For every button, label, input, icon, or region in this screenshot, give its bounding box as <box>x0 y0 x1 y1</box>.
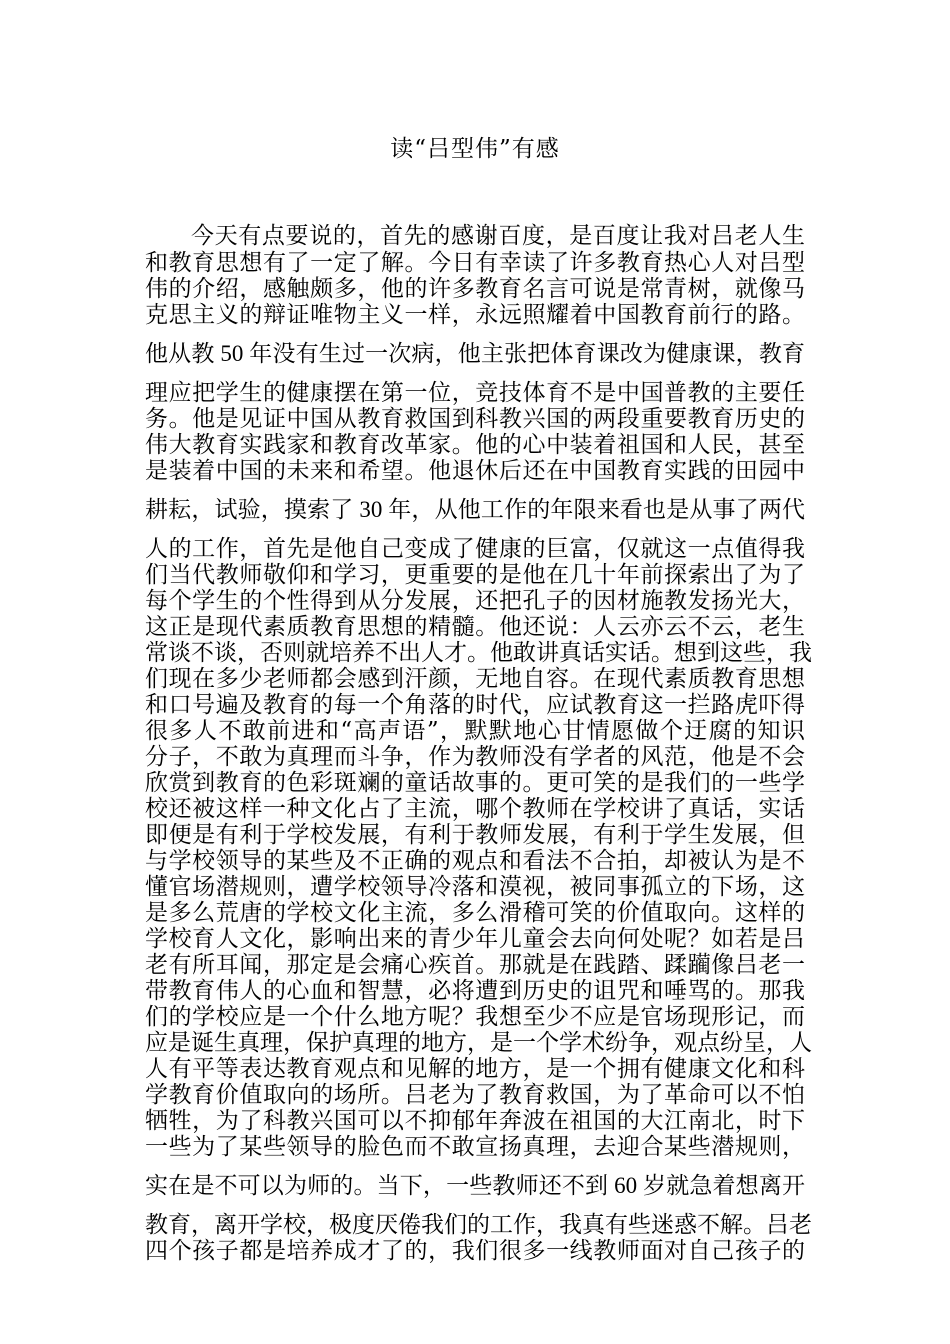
text-line: 是装着中国的未来和希望。他退休后还在中国教育实践的田园中 <box>145 458 805 484</box>
text-line: 应是诞生真理，保护真理的地方，是一个学术纷争，观点纷呈，人 <box>145 1030 812 1056</box>
text-line: 四个孩子都是培养成才了的，我们很多一线教师面对自己孩子的 <box>145 1238 805 1264</box>
text-line: 和教育思想有了一定了解。今日有幸读了许多教育热心人对吕型 <box>145 250 805 276</box>
text-line: 牺牲，为了科教兴国可以不抑郁年奔波在祖国的大江南北，时下 <box>145 1108 805 1134</box>
text-line: 耕耘，试验，摸索了 30 年，从他工作的年限来看也是从事了两代 <box>145 497 805 522</box>
text-line: 理应把学生的健康摆在第一位，竞技体育不是中国普教的主要任 <box>145 380 805 406</box>
document-title: 读“吕型伟”有感 <box>390 136 560 162</box>
text-line: 伟的介绍，感触颇多，他的许多教育名言可说是常青树，就像马 <box>145 276 805 302</box>
text-line: 懂官场潜规则，遭学校领导冷落和漠视，被同事孤立的下场，这 <box>145 874 805 900</box>
text-line: 老有所耳闻，那定是会痛心疾首。那就是在践踏、蹂躏像吕老一 <box>145 952 805 978</box>
text-line: 人有平等表达教育观点和见解的地方，是一个拥有健康文化和科 <box>145 1056 805 1082</box>
text-line: 是多么荒唐的学校文化主流，多么滑稽可笑的价值取向。这样的 <box>145 900 805 926</box>
text-line: 每个学生的个性得到从分发展，还把孔子的因材施教发扬光大， <box>145 588 805 614</box>
text-line: 带教育伟人的心血和智慧，必将遭到历史的诅咒和唾骂的。那我 <box>145 978 805 1004</box>
text-line: 他从教 50 年没有生过一次病，他主张把体育课改为健康课，教育 <box>145 341 805 366</box>
text-line: 教育，离开学校，极度厌倦我们的工作，我真有些迷惑不解。吕老 <box>145 1212 812 1237</box>
text-line: 即便是有利于学校发展，有利于教师发展，有利于学生发展，但 <box>145 822 805 848</box>
text-line: 们当代教师敬仰和学习，更重要的是他在几十年前探索出了为了 <box>145 562 805 588</box>
text-line: 常谈不谈，否则就培养不出人才。他敢讲真话实话。想到这些，我 <box>145 640 812 666</box>
text-line: 务。他是见证中国从教育救国到科教兴国的两段重要教育历史的 <box>145 406 805 432</box>
text-line: 校还被这样一种文化占了主流，哪个教师在学校讲了真话，实话 <box>145 796 805 822</box>
text-line: 学教育价值取向的场所。吕老为了教育救国，为了革命可以不怕 <box>145 1082 805 1108</box>
text-line: 分子，不敢为真理而斗争，作为教师没有学者的风范，他是不会 <box>145 744 805 770</box>
text-line: 很多人不敢前进和“高声语”，默默地心甘情愿做个迂腐的知识 <box>145 718 805 744</box>
text-line: 克思主义的辩证唯物主义一样，永远照耀着中国教育前行的路。 <box>145 302 805 328</box>
text-line: 伟大教育实践家和教育改革家。他的心中装着祖国和人民，甚至 <box>145 432 805 458</box>
text-line: 们的学校应是一个什么地方呢？我想至少不应是官场现形记，而 <box>145 1004 805 1030</box>
text-line: 学校育人文化，影响出来的青少年儿童会去向何处呢？如若是吕 <box>145 926 805 952</box>
text-line: 这正是现代素质教育思想的精髓。他还说：人云亦云不云，老生 <box>145 614 805 640</box>
text-line: 欣赏到教育的色彩斑斓的童话故事的。更可笑的是我们的一些学 <box>145 770 805 796</box>
text-line: 今天有点要说的，首先的感谢百度，是百度让我对吕老人生 <box>191 223 805 249</box>
text-line: 实在是不可以为师的。当下，一些教师还不到 60 岁就急着想离开 <box>145 1173 805 1198</box>
text-line: 与学校领导的某些及不正确的观点和看法不合拍，却被认为是不 <box>145 848 805 874</box>
text-line: 们现在多少老师都会感到汗颜，无地自容。在现代素质教育思想 <box>145 666 805 692</box>
text-line: 一些为了某些领导的脸色而不敢宣扬真理，去迎合某些潜规则， <box>145 1134 805 1160</box>
text-line: 和口号遍及教育的每一个角落的时代，应试教育这一拦路虎吓得 <box>145 692 805 718</box>
text-line: 人的工作，首先是他自己变成了健康的巨富，仅就这一点值得我 <box>145 536 805 562</box>
